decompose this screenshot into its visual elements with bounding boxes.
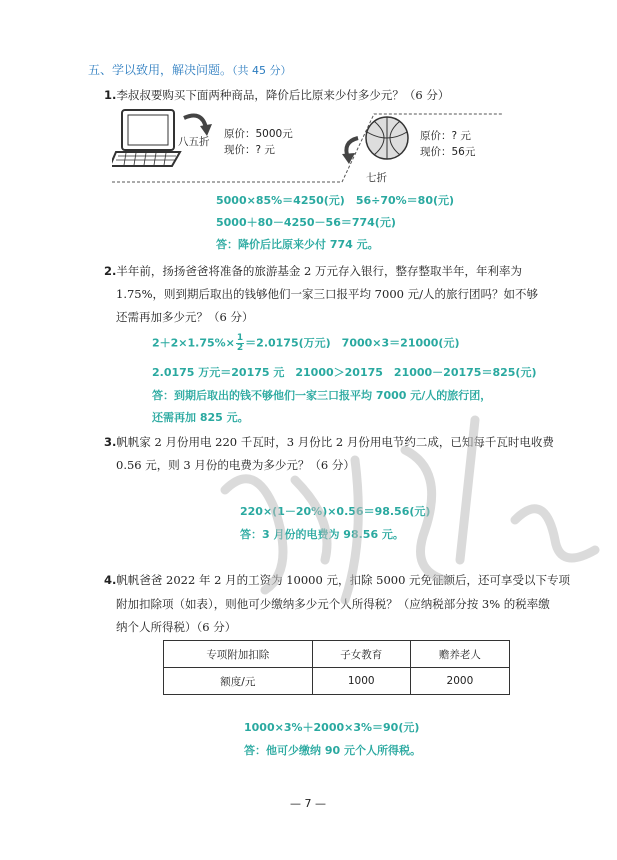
section-score: （共 45 分） bbox=[232, 64, 292, 77]
fraction bbox=[236, 334, 244, 353]
laptop-discount: 八五折 bbox=[178, 136, 210, 148]
question-1 bbox=[104, 87, 449, 103]
question-4-line: 纳个人所得税）（6 分） bbox=[116, 620, 237, 634]
ball-current-price: 现价：56元 bbox=[420, 146, 476, 158]
q2-answer-line: 还需再加 825 元。 bbox=[152, 411, 249, 424]
laptop-original-price: 原价：5000元 bbox=[224, 128, 293, 140]
question-4-line: 帆帆爸爸 2022 年 2 月的工资为 10000 元，扣除 5000 元免征额后，还可享受以下专项 bbox=[116, 573, 571, 587]
table-header-cell: 专项附加扣除 bbox=[164, 641, 313, 668]
question-1-text: 李叔叔要购买下面两种商品，降价后比原来少付多少元？（6 分） bbox=[116, 88, 450, 102]
question-3-line: 帆帆家 2 月份用电 220 千瓦时，3 月份比 2 月份用电节约二成，已知每千瓦时电收费 bbox=[116, 435, 554, 449]
section-title bbox=[88, 61, 292, 78]
q2-answer-line: 2.0175 万元＝20175 元 21000＞20175 21000－20175＝825(元) bbox=[152, 366, 537, 379]
laptop-current-price: 现价：? 元 bbox=[224, 144, 275, 156]
section-title-text: 五、学以致用，解决问题。 bbox=[88, 63, 233, 77]
deduction-table bbox=[163, 640, 510, 695]
basketball-icon bbox=[366, 117, 408, 159]
table-row bbox=[164, 668, 510, 695]
curved-arrow-icon bbox=[342, 138, 358, 164]
q2-answer-line bbox=[152, 334, 459, 353]
q2-answer-part: 2＋2×1.75%× bbox=[152, 336, 235, 350]
curved-arrow-icon bbox=[184, 116, 212, 136]
table-cell: 2000 bbox=[410, 668, 509, 695]
ball-discount: 七折 bbox=[366, 172, 387, 184]
ball-original-price: 原价：? 元 bbox=[420, 130, 471, 142]
question-2-line: 半年前，扬扬爸爸将准备的旅游基金 2 万元存入银行，整存整取半年，年利率为 bbox=[116, 264, 522, 278]
q2-answer-part: ＝2.0175(万元) 7000×3＝21000(元) bbox=[245, 336, 460, 350]
laptop-icon bbox=[112, 110, 180, 166]
q1-answer-line: 5000＋80－4250－56＝774(元) bbox=[216, 216, 396, 229]
watermark-icon bbox=[215, 400, 615, 610]
table-header-row bbox=[164, 641, 510, 668]
table-header-cell: 子女教育 bbox=[312, 641, 410, 668]
q3-answer-line: 答：3 月份的电费为 98.56 元。 bbox=[240, 528, 404, 541]
page-number: — 7 — bbox=[290, 797, 326, 810]
question-2-number: 2. bbox=[104, 264, 117, 278]
q4-answer-line: 答：他可少缴纳 90 元个人所得税。 bbox=[244, 744, 421, 757]
q1-answer-line: 5000×85%＝4250(元) 56÷70%＝80(元) bbox=[216, 194, 455, 207]
q3-answer-line: 220×(1－20%)×0.56＝98.56(元) bbox=[240, 505, 431, 518]
question-4-number: 4. bbox=[104, 573, 117, 587]
fraction-denominator: 2 bbox=[236, 343, 244, 353]
q2-answer-line: 答：到期后取出的钱不够他们一家三口报平均 7000 元/人的旅行团， bbox=[152, 389, 492, 402]
question-3-line: 0.56 元，则 3 月份的电费为多少元？（6 分） bbox=[116, 458, 355, 472]
question-1-number: 1. bbox=[104, 88, 117, 102]
table-header-cell: 赡养老人 bbox=[410, 641, 509, 668]
q4-answer-line: 1000×3%＋2000×3%＝90(元) bbox=[244, 721, 420, 734]
table-cell: 1000 bbox=[312, 668, 410, 695]
q1-answer-line: 答：降价后比原来少付 774 元。 bbox=[216, 238, 379, 251]
question-3-number: 3. bbox=[104, 435, 117, 449]
question-2 bbox=[104, 263, 522, 279]
table-cell: 额度/元 bbox=[164, 668, 313, 695]
question-2-line: 1.75%，则到期后取出的钱够他们一家三口报平均 7000 元/人的旅行团吗？如不够 bbox=[116, 287, 538, 301]
question-4-line: 附加扣除项（如表），则他可少缴纳多少元个人所得税？（应纳税部分按 3% 的税率缴 bbox=[116, 597, 550, 611]
question-2-line: 还需再加多少元？（6 分） bbox=[116, 310, 254, 324]
fraction-numerator: 1 bbox=[236, 333, 244, 343]
